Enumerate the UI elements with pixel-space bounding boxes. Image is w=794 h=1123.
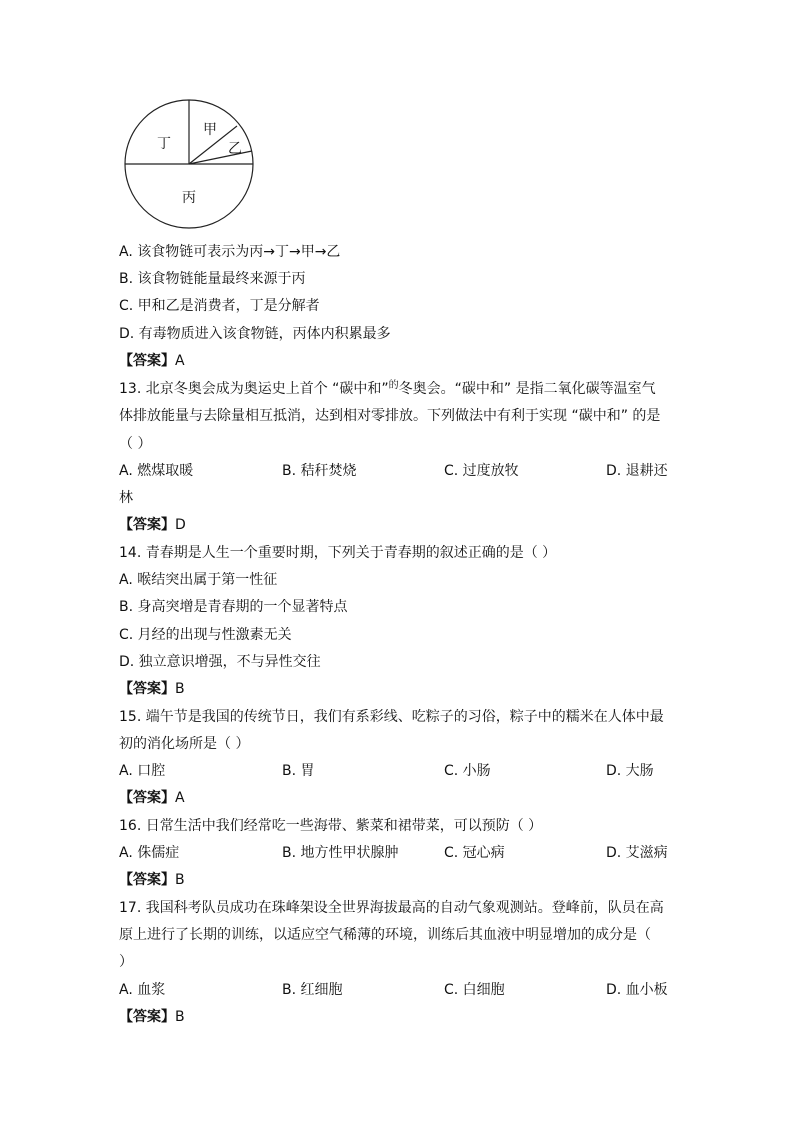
- answer-label: 【答案】: [119, 681, 175, 697]
- q14-option-c: C. 月经的出现与性激素无关: [119, 627, 292, 643]
- q14-option-b: B. 身高突增是青春期的一个显著特点: [119, 599, 348, 615]
- q13-option-d-wrap: 林: [119, 490, 133, 506]
- answer-label: 【答案】: [119, 517, 175, 533]
- q13-stem-line3: （ ）: [119, 436, 152, 452]
- q12-option-a: A. 该食物链可表示为丙→丁→甲→乙: [119, 244, 341, 260]
- q13-stem-line2: 体排放能量与去除量相互抵消，达到相对零排放。下列做法中有利于实现 “碳中和” 的是: [119, 408, 661, 424]
- answer-value: D: [175, 517, 186, 533]
- q17-stem-line3: ）: [119, 954, 133, 970]
- q14-stem: 14. 青春期是人生一个重要时期，下列关于青春期的叙述正确的是（ ）: [119, 545, 557, 561]
- q17-stem-line1: 17. 我国科考队员成功在珠峰架设全世界海拔最高的自动气象观测站。登峰前，队员在高: [119, 900, 664, 916]
- q13-option-a: A. 燃煤取暖: [119, 463, 194, 479]
- q15-stem-line1: 15. 端午节是我国的传统节日，我们有系彩线、吃粽子的习俗，粽子中的糯米在人体中最: [119, 709, 664, 725]
- q12-option-c: C. 甲和乙是消费者，丁是分解者: [119, 298, 320, 314]
- q13-stem-line1: [119, 380, 656, 400]
- q12-option-d: D. 有毒物质进入该食物链，丙体内积累最多: [119, 326, 391, 342]
- pie-label-bing: 丙: [182, 190, 196, 206]
- q17-stem-line2: 原上进行了长期的训练，以适应空气稀薄的环境，训练后其血液中明显增加的成分是（: [119, 927, 651, 943]
- q17-answer: [119, 1008, 185, 1026]
- q17-option-b: B. 红细胞: [282, 982, 343, 998]
- food-chain-pie-figure: [120, 96, 260, 236]
- answer-value: B: [175, 872, 185, 888]
- pie-divider-yi-bing: [189, 151, 252, 164]
- q16-answer: [119, 871, 185, 889]
- q15-option-c: C. 小肠: [444, 763, 491, 779]
- answer-label: 【答案】: [119, 790, 175, 806]
- q13-option-b: B. 秸秆焚烧: [282, 463, 357, 479]
- q16-stem: 16. 日常生活中我们经常吃一些海带、紫菜和裙带菜，可以预防（ ）: [119, 818, 543, 834]
- q16-option-a: A. 侏儒症: [119, 845, 180, 861]
- q15-option-b: B. 胃: [282, 763, 315, 779]
- q15-options-row: [119, 762, 679, 780]
- q17-option-d: D. 血小板: [606, 982, 668, 998]
- q13-option-c: C. 过度放牧: [444, 463, 519, 479]
- q13-line1-pre: 13. 北京冬奥会成为奥运史上首个 “碳中和”: [119, 381, 389, 397]
- pie-label-yi: 乙: [228, 141, 242, 157]
- q16-options-row: [119, 844, 679, 862]
- answer-value: A: [175, 353, 185, 369]
- q13-option-d: D. 退耕还: [606, 463, 668, 479]
- q15-option-d: D. 大肠: [606, 763, 654, 779]
- q16-option-c: C. 冠心病: [444, 845, 505, 861]
- answer-label: 【答案】: [119, 1009, 175, 1025]
- pie-label-ding: 丁: [157, 136, 171, 152]
- pie-label-jia: 甲: [203, 122, 217, 138]
- q14-option-a: A. 喉结突出属于第一性征: [119, 572, 278, 588]
- q16-option-b: B. 地方性甲状腺肿: [282, 845, 399, 861]
- q13-options-row: [119, 462, 679, 480]
- answer-label: 【答案】: [119, 353, 175, 369]
- q17-options-row: [119, 981, 679, 999]
- answer-value: B: [175, 681, 185, 697]
- answer-value: A: [175, 790, 185, 806]
- q12-option-b: B. 该食物链能量最终来源于丙: [119, 271, 306, 287]
- q13-line1-sup: 的: [388, 380, 399, 391]
- q13-answer: [119, 516, 186, 534]
- answer-label: 【答案】: [119, 872, 175, 888]
- q17-option-a: A. 血浆: [119, 982, 166, 998]
- q14-option-d: D. 独立意识增强，不与异性交往: [119, 654, 321, 670]
- q15-option-a: A. 口腔: [119, 763, 166, 779]
- q16-option-d: D. 艾滋病: [606, 845, 668, 861]
- q17-option-c: C. 白细胞: [444, 982, 505, 998]
- q12-answer: [119, 352, 185, 370]
- q15-stem-line2: 初的消化场所是（ ）: [119, 736, 250, 752]
- answer-value: B: [175, 1009, 185, 1025]
- q15-answer: [119, 789, 185, 807]
- q14-answer: [119, 680, 185, 698]
- q13-line1-post: 冬奥会。“碳中和” 是指二氧化碳等温室气: [398, 381, 656, 397]
